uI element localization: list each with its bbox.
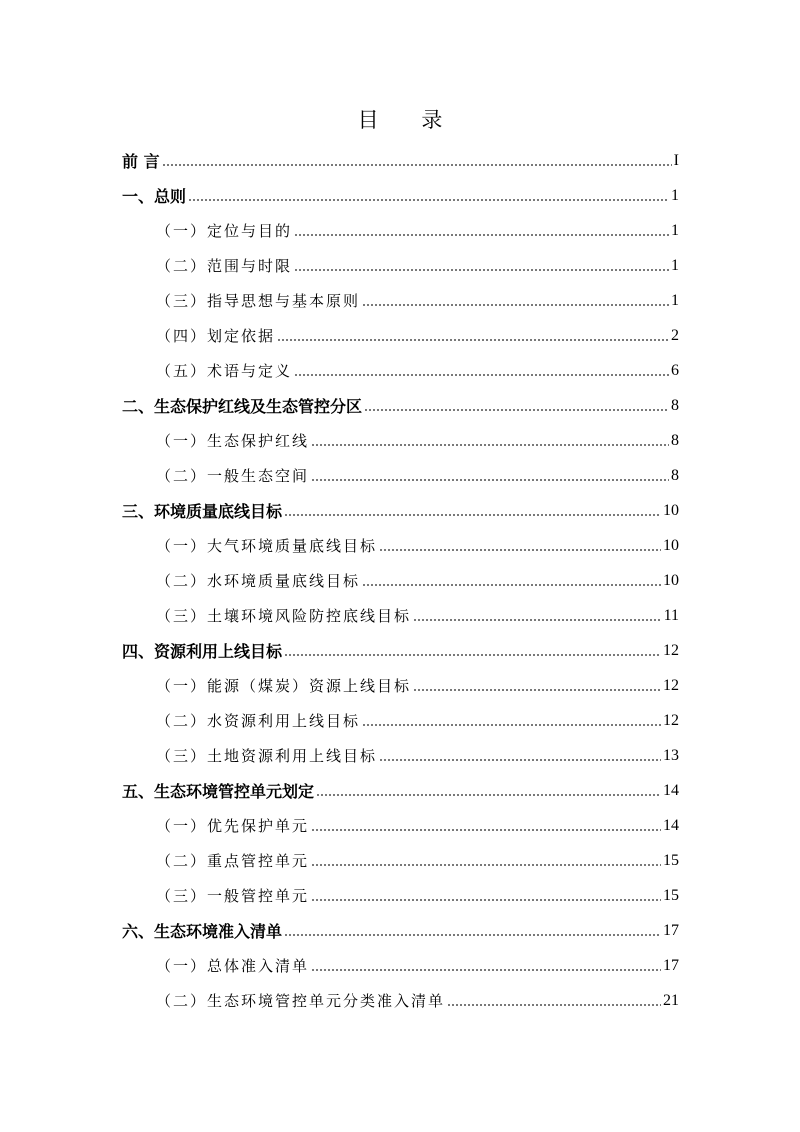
toc-entry-label: （三）土壤环境风险防控底线目标 — [156, 607, 412, 625]
toc-page-number: 1 — [671, 291, 679, 309]
toc-chapter-entry[interactable] — [0, 388, 800, 423]
toc-page-number: 6 — [671, 361, 679, 379]
toc-entry-label: （一）优先保护单元 — [156, 817, 310, 835]
toc-chapter-entry[interactable] — [0, 913, 800, 948]
toc-section-entry[interactable] — [0, 738, 800, 773]
toc-entry-label: （一）大气环境质量底线目标 — [156, 537, 378, 555]
toc-entry-label: （二）水资源利用上线目标 — [156, 712, 361, 730]
toc-entry-label: （三）指导思想与基本原则 — [156, 292, 361, 310]
toc-chapter-entry[interactable] — [0, 178, 800, 213]
toc-page-number: 15 — [663, 851, 679, 869]
toc-page-number: 12 — [663, 676, 679, 694]
toc-page-number: 12 — [663, 641, 679, 659]
toc-section-entry[interactable] — [0, 598, 800, 633]
toc-dot-leader — [379, 748, 661, 764]
toc-page-number: 17 — [663, 956, 679, 974]
toc-page-number: 21 — [663, 991, 679, 1009]
toc-dot-leader — [277, 328, 669, 344]
toc-dot-leader — [316, 783, 661, 799]
toc-dot-leader — [284, 503, 661, 519]
toc-dot-leader — [413, 678, 661, 694]
toc-dot-leader — [413, 608, 662, 624]
toc-section-entry[interactable] — [0, 353, 800, 388]
toc-dot-leader — [447, 993, 661, 1009]
toc-section-entry[interactable] — [0, 808, 800, 843]
toc-dot-leader — [311, 958, 661, 974]
toc-dot-leader — [362, 713, 661, 729]
toc-section-entry[interactable] — [0, 423, 800, 458]
toc-page-number: 13 — [663, 746, 679, 764]
toc-entry-label: 二、生态保护红线及生态管控分区 — [122, 397, 363, 416]
toc-entry-label: （三）土地资源利用上线目标 — [156, 747, 378, 765]
toc-page-number: 15 — [663, 886, 679, 904]
toc-entry-label: 一、总则 — [122, 187, 187, 206]
page-title: 目 录 — [357, 108, 461, 132]
toc-section-entry[interactable] — [0, 878, 800, 913]
toc-page-number: 12 — [663, 711, 679, 729]
table-of-contents — [0, 143, 800, 1018]
toc-section-entry[interactable] — [0, 703, 800, 738]
toc-entry-label: （二）生态环境管控单元分类准入清单 — [156, 992, 446, 1010]
toc-entry-label: （二）重点管控单元 — [156, 852, 310, 870]
toc-page-number: 1 — [671, 221, 679, 239]
toc-dot-leader — [311, 468, 669, 484]
toc-entry-label: （四）划定依据 — [156, 327, 276, 345]
toc-chapter-entry[interactable] — [0, 633, 800, 668]
toc-page-number: 1 — [671, 186, 679, 204]
toc-section-entry[interactable] — [0, 528, 800, 563]
toc-entry-label: （一）总体准入清单 — [156, 957, 310, 975]
toc-page-number: 10 — [663, 536, 679, 554]
toc-section-entry[interactable] — [0, 318, 800, 353]
toc-page-number: 8 — [671, 396, 679, 414]
toc-dot-leader — [362, 573, 661, 589]
toc-section-entry[interactable] — [0, 563, 800, 598]
toc-dot-leader — [162, 153, 672, 169]
toc-page-number: 1 — [671, 256, 679, 274]
toc-page-number: 8 — [671, 431, 679, 449]
toc-section-entry[interactable] — [0, 283, 800, 318]
toc-entry-label: （二）一般生态空间 — [156, 467, 310, 485]
toc-dot-leader — [364, 398, 669, 414]
toc-chapter-entry[interactable] — [0, 493, 800, 528]
toc-page-number: 11 — [663, 606, 679, 624]
toc-entry-label: （五）术语与定义 — [156, 362, 293, 380]
toc-section-entry[interactable] — [0, 983, 800, 1018]
toc-page-number: 2 — [671, 326, 679, 344]
toc-section-entry[interactable] — [0, 458, 800, 493]
toc-entry-label: （二）范围与时限 — [156, 257, 293, 275]
toc-entry-label: 五、生态环境管控单元划定 — [122, 782, 315, 801]
toc-section-entry[interactable] — [0, 668, 800, 703]
toc-page-number: I — [673, 151, 679, 169]
toc-section-entry[interactable] — [0, 213, 800, 248]
toc-entry-label: （一）能源（煤炭）资源上线目标 — [156, 677, 412, 695]
toc-page-number: 14 — [663, 781, 679, 799]
toc-dot-leader — [311, 433, 669, 449]
toc-entry-label: 三、环境质量底线目标 — [122, 502, 283, 521]
toc-page-number: 17 — [663, 921, 679, 939]
toc-page-number: 8 — [671, 466, 679, 484]
toc-dot-leader — [379, 538, 661, 554]
toc-dot-leader — [311, 888, 661, 904]
toc-section-entry[interactable] — [0, 843, 800, 878]
toc-chapter-entry[interactable] — [0, 773, 800, 808]
toc-dot-leader — [188, 188, 669, 204]
toc-entry-label: （二）水环境质量底线目标 — [156, 572, 361, 590]
toc-entry-label: （三）一般管控单元 — [156, 887, 310, 905]
toc-dot-leader — [311, 853, 661, 869]
toc-dot-leader — [284, 923, 661, 939]
toc-entry-label: （一）生态保护红线 — [156, 432, 310, 450]
toc-dot-leader — [284, 643, 661, 659]
toc-dot-leader — [311, 818, 661, 834]
toc-entry-label: 前 言 — [122, 152, 160, 171]
toc-page-number: 10 — [663, 501, 679, 519]
toc-dot-leader — [362, 293, 669, 309]
toc-page-number: 10 — [663, 571, 679, 589]
toc-entry-label: 六、生态环境准入清单 — [122, 922, 283, 941]
toc-section-entry[interactable] — [0, 248, 800, 283]
toc-dot-leader — [294, 223, 669, 239]
toc-dot-leader — [294, 258, 669, 274]
toc-dot-leader — [294, 363, 669, 379]
toc-entry-label: 四、资源利用上线目标 — [122, 642, 283, 661]
toc-page-number: 14 — [663, 816, 679, 834]
toc-entry-label: （一）定位与目的 — [156, 222, 293, 240]
toc-chapter-entry[interactable] — [0, 143, 800, 178]
toc-section-entry[interactable] — [0, 948, 800, 983]
